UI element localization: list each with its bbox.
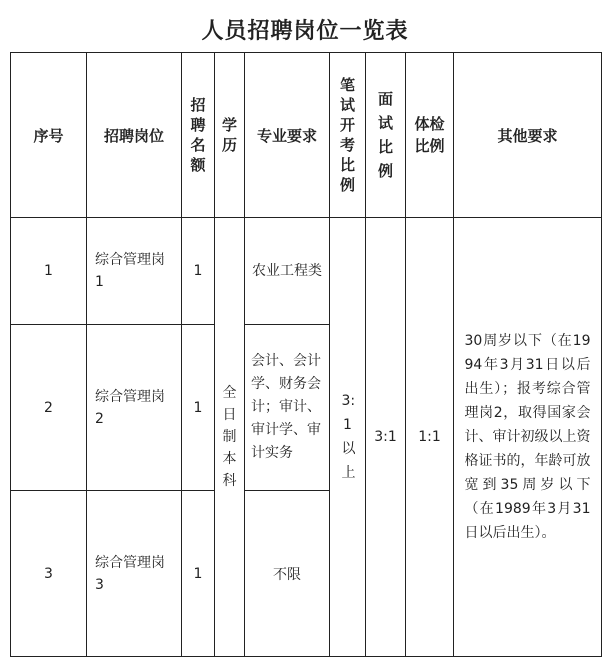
cell-other: 30周岁以下（在1994年3月31日以后出生）；报考综合管理岗2，取得国家会计、审计初级以上资格证书的，年龄可放宽到35周岁以下（在1989年3月31日以后出生）。: [454, 218, 602, 657]
header-quota: 招聘名额: [182, 53, 215, 218]
recruitment-table: [10, 52, 602, 657]
table-row: [11, 218, 602, 325]
cell-quota: 1: [182, 218, 215, 325]
cell-major: 农业工程类: [245, 218, 330, 325]
cell-position: 综合管理岗2: [87, 325, 182, 491]
cell-quota: 1: [182, 491, 215, 657]
page-title: 人员招聘岗位一览表: [201, 19, 409, 44]
cell-major: 会计、会计学、财务会计；审计、审计学、审计实务: [245, 325, 330, 491]
cell-seq: 1: [11, 218, 87, 325]
cell-position: 综合管理岗3: [87, 491, 182, 657]
cell-interview-ratio: 3:1: [366, 218, 406, 657]
header-education: 学历: [215, 53, 245, 218]
header-other: 其他要求: [454, 53, 602, 218]
header-row: [11, 53, 602, 218]
header-exam-ratio: 体检比例: [406, 53, 454, 218]
header-position: 招聘岗位: [87, 53, 182, 218]
cell-major: 不限: [245, 491, 330, 657]
header-major: 专业要求: [245, 53, 330, 218]
cell-seq: 2: [11, 325, 87, 491]
header-written-ratio: 笔试开考比例: [330, 53, 366, 218]
cell-written-ratio: 3:1以上: [330, 218, 366, 657]
cell-position: 综合管理岗1: [87, 218, 182, 325]
cell-education: 全日制本科: [215, 218, 245, 657]
cell-quota: 1: [182, 325, 215, 491]
header-interview-ratio: 面试比例: [366, 53, 406, 218]
cell-exam-ratio: 1:1: [406, 218, 454, 657]
header-seq: 序号: [11, 53, 87, 218]
cell-seq: 3: [11, 491, 87, 657]
